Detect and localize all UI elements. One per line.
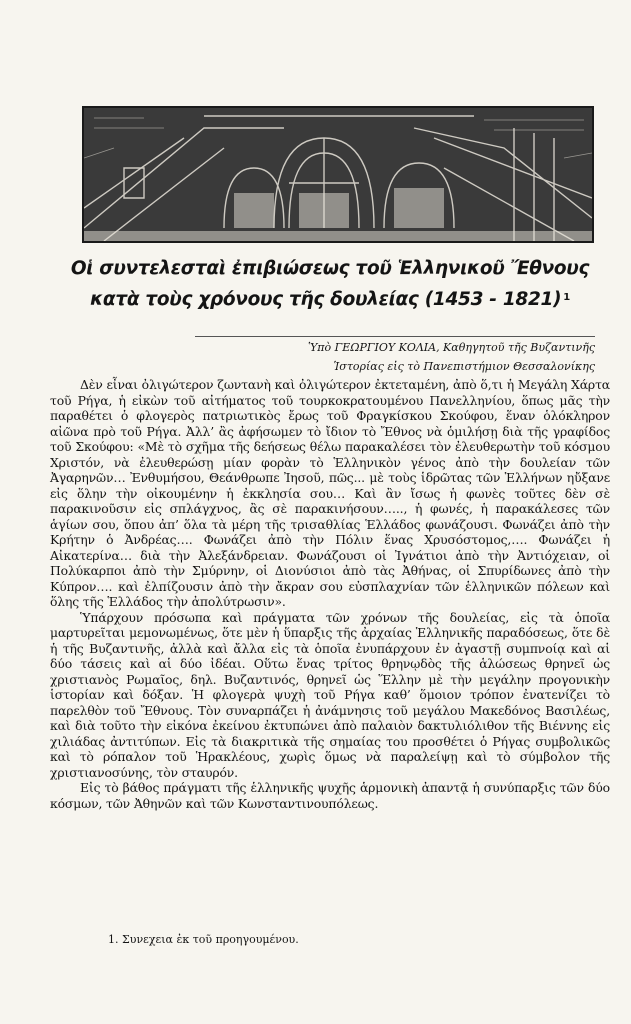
engraving-illustration <box>82 106 594 243</box>
paragraph-2: Ὑπάρχουν πρόσωπα καὶ πράγματα τῶν χρόνων τῆς δουλείας, εἰς τὰ ὁποῖα μαρτυρεῖται μεμονωμένως, ὅτε μὲν ἡ ὕπαρξις τῆς ἀρχαίας Ἑλληνικῆς παραδόσεως, ὅτε δὲ ἡ τῆς Βυζαντινῆς, ἀλλὰ καὶ ἄλλα εἰς τὰ ὁποῖα ἐνυπάρχουν ἐν ἀγαστῇ συμπνοίᾳ καὶ αἱ δύο τάσεις καὶ αἱ δύο ἰδέαι. Οὕτω ἕνας τρίτος θρηνῳδὸς τῆς ἁλώσεως θρηνεῖ ὡς χριστιανὸς Ρωμαῖος, δηλ. Βυζαντινός, θρηνεῖ ὡς Ἕλλην μὲ τὴν μεγάλην προγονικὴν ἱστορίαν καὶ δόξαν. Ἡ φλογερὰ ψυχὴ τοῦ Ρήγα καθ’ ὅμοιον τρόπον ἐνατενίζει τὸ παρελθὸν τοῦ Ἔθνους. Τὸν συναρπάζει ἡ ἀνάμνησις τοῦ μεγάλου Μακεδόνος Βασιλέως, καὶ διὰ τοῦτο τὴν εἰκόνα ἐκείνου ἐκτυπώνει ἀπὸ παλαιὸν δακτυλιόλιθον τῆς Βιέννης εἰς χιλιάδας ἀντιτύπων. Εἰς τὰ διακριτικὰ τῆς σημαίας του προσθέτει ὁ Ρήγας συμβολικῶς καὶ τὸ ρόπαλον τοῦ Ἡρακλέους, χωρὶς ὅμως νὰ παραλείψῃ καὶ τὸ σύμβολον τῆς χριστιανοσύνης, τὸν σταυρόν. <box>50 609 610 780</box>
author-line2: Ἱστορίας εἰς τὸ Πανεπιστήμιον Θεσσαλονίκης <box>333 360 595 373</box>
article-body <box>50 377 610 811</box>
article-title-line2 <box>60 288 600 312</box>
paragraph-3: Εἰς τὸ βάθος πράγματι τῆς ἑλληνικῆς ψυχῆς ἁρμονικὴ ἀπαντᾷ ἡ συνύπαρξις τῶν δύο κόσμων, τῶν Ἀθηνῶν καὶ τῶν Κωνσταντινουπόλεως. <box>50 780 610 811</box>
engraving-artwork <box>84 108 592 241</box>
title-footnote-mark: 1 <box>563 292 570 303</box>
title-line2-text: κατὰ τοὺς χρόνους τῆς δουλείας (1453 - 1821) <box>90 289 562 310</box>
footnote: 1. Συνεχεια ἐκ τοῦ προηγουμένου. <box>108 933 299 946</box>
paragraph-1: Δὲν εἶναι ὀλιγώτερον ζωντανὴ καὶ ὀλιγώτερον ἐκτεταμένη, ἀπὸ ὅ,τι ἡ Μεγάλη Χάρτα τοῦ Ρήγα, ἡ εἰκὼν τοῦ αἰτήματος τοῦ τουρκοκρατουμένου Πανελληνίου, ὅπως μᾶς τὴν παραθέτει ὁ φλογερὸς πατριωτικὸς ἔρως τοῦ Φραγκίσκου Σκούφου, ἕναν ὁλόκληρον αἰῶνα πρὸ τοῦ Ρήγα. Ἀλλ’ ἂς ἀφήσωμεν τὸ ἴδιον τὸ Ἔθνος νὰ ὁμιλήσῃ διὰ τῆς γραφίδος τοῦ Σκούφου: «Μὲ τὸ σχῆμα τῆς δεήσεως θέλω παρακαλέσει τὸν ἐλευθερωτὴν τοῦ κόσμου Χριστόν, νὰ ἐλευθερώσῃ μίαν φορὰν τὸ Ἑλληνικὸν γένος ἀπὸ τὴν δουλείαν τῶν Ἀγαρηνῶν… Ἐνθυμήσου, Θεάνθρωπε Ἰησοῦ, πῶς... μὲ τοὺς ἱδρῶτας τῶν Ἑλλήνων ηὔξανε εἰς ὅλην τὴν οἰκουμένην ἡ ἐκκλησία σου… Καὶ ἂν ἴσως ἡ φωνὲς τοῦτες δὲν σὲ παρακινοῦσιν εἰς σπλάγχνος, ἂς σὲ παρακινήσουν….., ἡ φωνές, ἡ παρακάλεσες τῶν ἁγίων σου, ὅπου ἀπ’ ὅλα τὰ μέρη τῆς τρισαθλίας Ἑλλάδος φωνάζουσι. Φωνάζει ἀπὸ τὴν Κρήτην ὁ Ἀνδρέας…. Φωνάζει ἀπὸ τὴν Πόλιν ἕνας Χρυσόστομος,…. Φωνάζει ἡ Αἰκατερίνα… διὰ τὴν Ἀλεξάνδρειαν. Φωνάζουσι οἱ Ἰγνάτιοι ἀπὸ τὴν Ἀντιόχειαν, οἱ Πολύκαρποι ἀπὸ τὴν Σμύρνην, οἱ Διονύσιοι ἀπὸ τὰς Ἀθήνας, οἱ Σπυρίδωνες ἀπὸ τὴν Κύπρον…. καὶ ἐλπίζουσιν ἀπὸ τὴν ἄκραν σου εὐσπλαχνίαν τῶν ἑλληνικῶν πόλεων καὶ ὅλης τῆς Ἑλλάδος τὴν ἀπολύτρωσιν». <box>50 377 610 609</box>
article-title-line1: Οἱ συντελεσταὶ ἐπιβιώσεως τοῦ Ἑλληνικοῦ Ἔθνους <box>70 258 590 279</box>
author-line1: Ὑπὸ ΓΕΩΡΓΙΟΥ ΚΟΛΙΑ, Καθηγητοῦ τῆς Βυζαντινῆς <box>195 336 595 354</box>
